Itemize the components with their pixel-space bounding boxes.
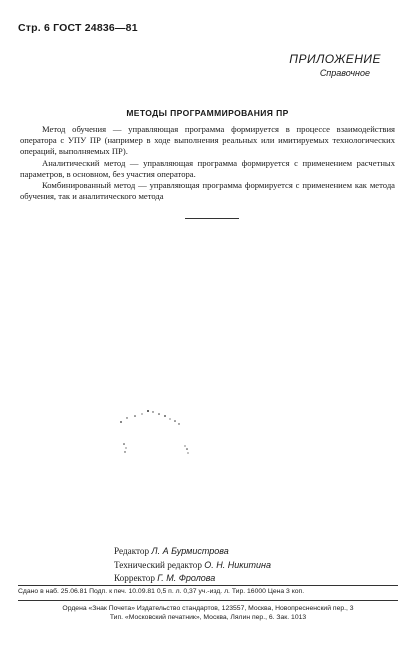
- scan-specks: [115, 408, 215, 470]
- credit-name: О. Н. Никитина: [204, 559, 272, 570]
- section-divider: [185, 218, 239, 219]
- credit-name: Л. А Бурмистрова: [151, 546, 229, 556]
- credit-proofreader: [114, 572, 271, 586]
- appendix-type: Справочное: [319, 68, 370, 78]
- credit-role: Корректор: [114, 573, 155, 583]
- appendix-label: ПРИЛОЖЕНИЕ: [289, 52, 381, 66]
- imprint-line: Сдано в наб. 25.06.81 Подп. к печ. 10.09.81 0,5 п. л. 0,37 уч.-изд. л. Тир. 16000 Цена 3 коп.: [18, 588, 305, 595]
- paragraph-combined-method: Комбинированный метод — управляющая программа формируется с применением как метода обучения, так и аналитического метода: [20, 180, 395, 202]
- credit-technical-editor: [114, 559, 271, 573]
- credit-role: Редактор: [114, 546, 150, 556]
- credit-name: Г. М. Фролова: [157, 573, 216, 583]
- credit-editor: [114, 545, 271, 559]
- section-title: МЕТОДЫ ПРОГРАММИРОВАНИЯ ПР: [126, 108, 289, 118]
- body-text: [20, 124, 395, 202]
- imprint-bottom-rule: [18, 600, 398, 601]
- paragraph-teaching-method: Метод обучения — управляющая программа формируется в процессе взаимодействия оператора с УПУ ПР (например в ходе выполнения реальных или имитируемых технологических операций, выполняемых ПР).: [20, 124, 395, 157]
- credits-block: [114, 545, 271, 586]
- publisher-line: Ордена «Знак Почета» Издательство стандартов, 123557, Москва, Новопресненский пер., 3: [62, 605, 354, 612]
- imprint-top-rule: [18, 585, 398, 586]
- paragraph-analytical-method: Аналитический метод — управляющая программа формируется с применением расчетных параметров, в основном, без участия оператора.: [20, 157, 395, 179]
- printer-line: Тип. «Московский печатник», Москва, Лялин пер., 6. Зак. 1013: [109, 614, 307, 621]
- page-header: Стр. 6 ГОСТ 24836—81: [18, 22, 138, 34]
- credit-role: Технический редактор: [114, 559, 202, 570]
